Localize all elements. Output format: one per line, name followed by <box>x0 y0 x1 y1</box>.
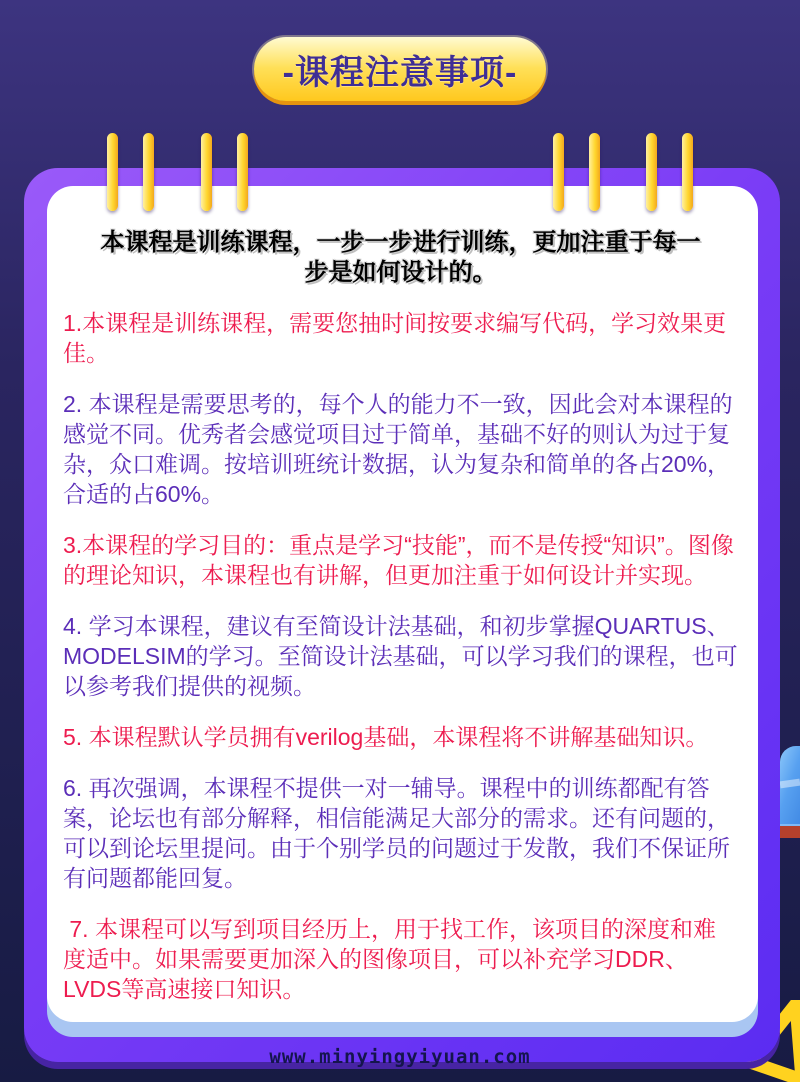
page-title: -课程注意事项- <box>282 53 518 92</box>
clip-pin <box>107 133 118 211</box>
clip-pin <box>201 133 212 211</box>
notice-paragraph-5: 5. 本课程默认学员拥有verilog基础，本课程将不讲解基础知识。 <box>63 724 709 750</box>
notice-paragraph-2: 2. 本课程是需要思考的，每个人的能力不一致，因此会对本课程的感觉不同。优秀者会感觉项目过于简单，基础不好的则认为过于复杂，众口难调。按培训班统计数据，认为复杂和简单的各占20%，合适的占60%。 <box>63 391 733 507</box>
clip-pin <box>589 133 600 211</box>
title-banner <box>254 37 546 101</box>
clip-pin <box>646 133 657 211</box>
clip-pin <box>682 133 693 211</box>
notice-paragraph-7: 7. 本课程可以写到项目经历上，用于找工作，该项目的深度和难度适中。如果需要更加深入的图像项目，可以补充学习DDR、LVDS等高速接口知识。 <box>63 916 716 1002</box>
clip-pin <box>553 133 564 211</box>
blue-book-icon <box>780 746 800 838</box>
notice-paragraph-4: 4. 学习本课程，建议有至简设计法基础，和初步掌握QUARTUS、MODELSIM的学习。至简设计法基础，可以学习我们的课程，也可以参考我们提供的视频。 <box>63 613 738 699</box>
clip-pin <box>143 133 154 211</box>
notepad-page <box>47 186 758 1022</box>
notice-paragraph-3: 3.本课程的学习目的：重点是学习“技能”，而不是传授“知识”。图像的理论知识，本课程也有讲解，但更加注重于如何设计并实现。 <box>63 532 734 588</box>
clip-pin <box>237 133 248 211</box>
course-heading: 本课程是训练课程，一步一步进行训练，更加注重于每一步是如何设计的。 <box>100 229 701 286</box>
notice-paragraph-6: 6. 再次强调，本课程不提供一对一辅导。课程中的训练都配有答案，论坛也有部分解释，相信能满足大部分的需求。还有问题的，可以到论坛里提问。由于个别学员的问题过于发散，我们不保证所有问题都能回复。 <box>63 775 730 891</box>
notice-paragraph-1: 1.本课程是训练课程，需要您抽时间按要求编写代码，学习效果更佳。 <box>63 310 727 366</box>
watermark-url: www.minyingyiyuan.com <box>269 1046 531 1068</box>
